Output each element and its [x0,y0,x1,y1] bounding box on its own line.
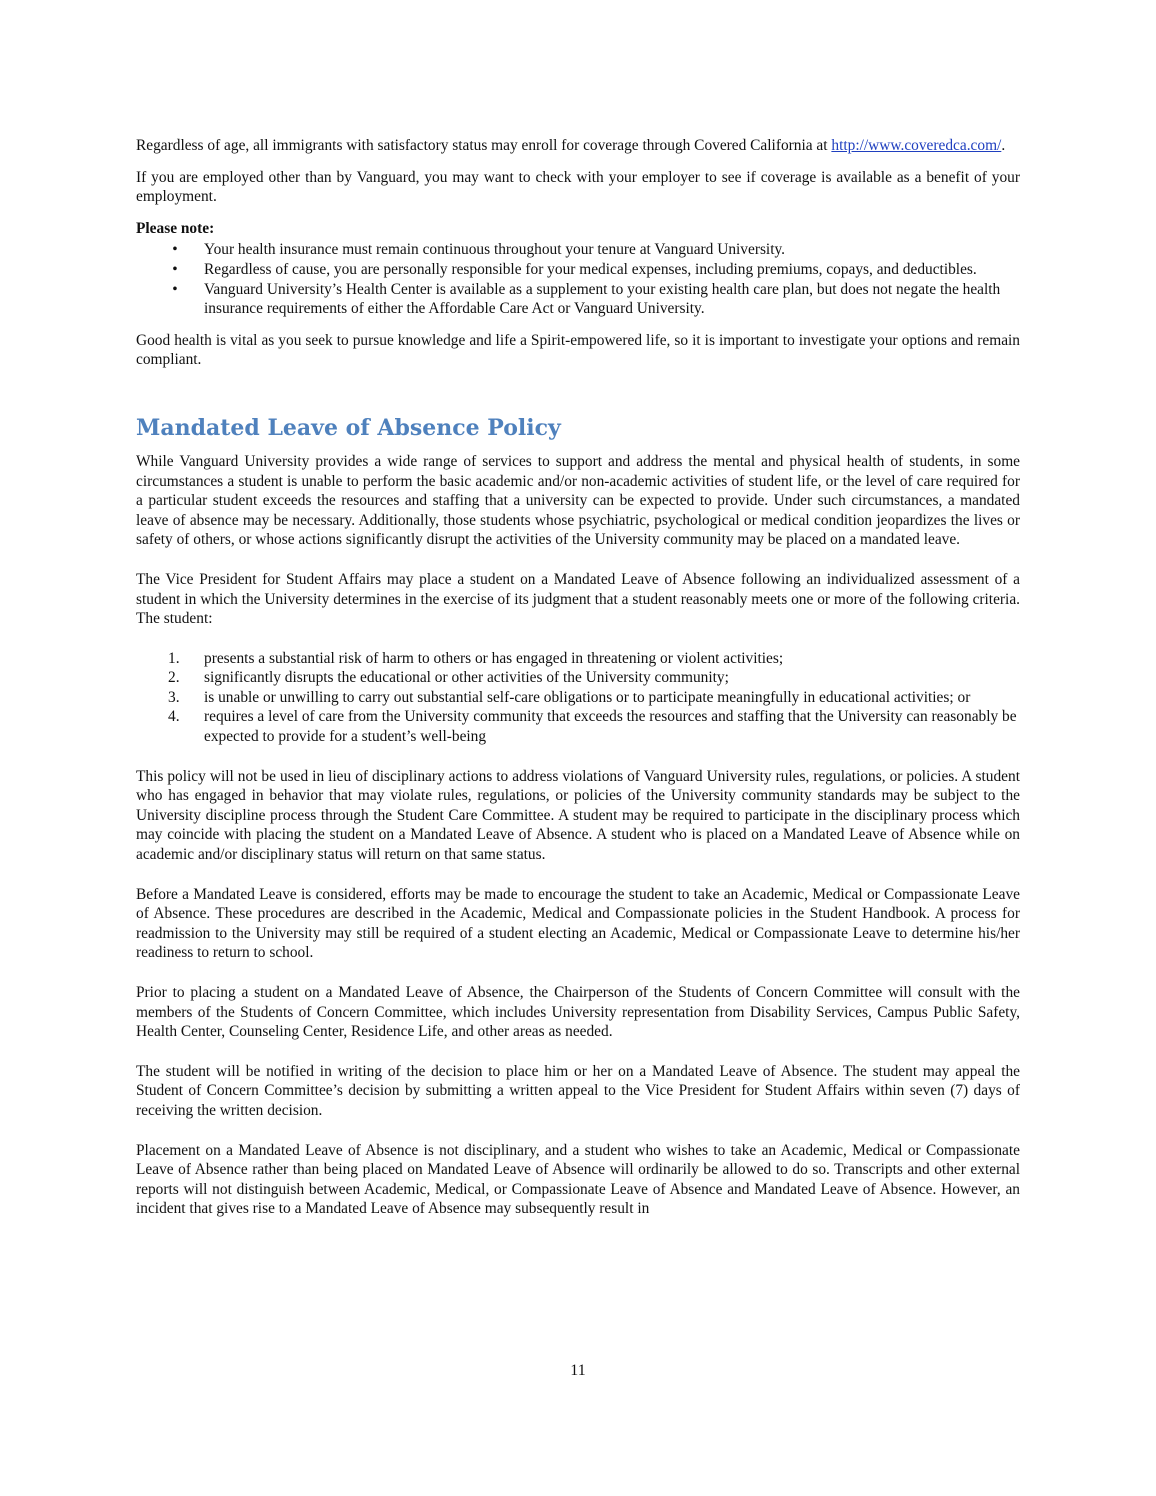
page-number: 11 [570,1362,586,1379]
criteria-text: is unable or unwilling to carry out substantial self-care obligations or to participate meaningfully in educational activities; or [204,688,971,706]
list-item [136,668,1020,688]
criteria-text: requires a level of care from the University community that exceeds the resources and staffing that the University can reasonably be expected to provide for a student’s well-being [204,708,1017,746]
criteria-number: 3. [168,688,180,706]
policy-paragraph-3: This policy will not be used in lieu of disciplinary actions to address violations of Vanguard University rules, regulations, or policies. A student who has engaged in behavior that may violate rules, regulations, or policies of the University community standards may be subject to the University discipline process through the Student Care Committee. A student may be required to participate in the disciplinary process which may coincide with placing the student on a Mandated Leave of Absence. A student who is placed on a Mandated Leave of Absence while on academic and/or disciplinary status will return on that same status. [136,767,1020,864]
policy-paragraph-5: Prior to placing a student on a Mandated Leave of Absence, the Chairperson of the Students of Concern Committee will consult with the members of the Students of Concern Committee, which includes University representation from Disability Services, Campus Public Safety, Health Center, Counseling Center, Residence Life, and other areas as needed. [136,984,1020,1041]
list-item [136,280,1020,319]
policy-paragraph-2: The Vice President for Student Affairs may place a student on a Mandated Leave of Absence following an individualized assessment of a student in which the University determines in the exercise of its judgment that a student reasonably meets one or more of the following criteria. The student: [136,570,1020,628]
criteria-number: 4. [168,708,180,726]
policy-paragraph-7: Placement on a Mandated Leave of Absence is not disciplinary, and a student who wishes to take an Academic, Medical or Compassionate Leave of Absence rather than being placed on Mandated Leave of Absence will ordinarily be allowed to do so. Transcripts and other external reports will not distinguish between Academic, Medical, or Compassionate Leave of Absence and Mandated Leave of Absence. However, an incident that gives rise to a Mandated Leave of Absence may subsequently result in [136,1141,1020,1218]
closing-paragraph: Good health is vital as you seek to pursue knowledge and life a Spirit-empowered life, so it is important to investigate your options and remain compliant. [136,331,1020,369]
note-item-text: Vanguard University’s Health Center is available as a supplement to your existing health care plan, but does not negate the health insurance requirements of either the Affordable Care Act or Vanguard University. [204,280,1001,318]
list-item [136,649,1020,669]
list-item [136,240,1020,260]
bullet-icon: • [172,241,178,259]
section-heading: Mandated Leave of Absence Policy [136,414,561,441]
covered-california-link[interactable]: http://www.coveredca.com/ [831,137,1002,154]
policy-paragraph-6: The student will be notified in writing of the decision to place him or her on a Mandated Leave of Absence. The student may appeal the Student of Concern Committee’s decision by submitting a written appeal to the Vice President for Student Affairs within seven (7) days of receiving the written decision. [136,1062,1020,1119]
bullet-icon: • [172,260,178,278]
criteria-list [136,649,1020,747]
list-item [136,260,1020,280]
policy-paragraph-1: While Vanguard University provides a wide range of services to support and address the mental and physical health of students, in some circumstances a student is unable to perform the basic academic and/or non-academic activities of student life, or the level of care required for a particular student exceeds the resources and staffing that a university can be expected to provide. Under such circumstances, a mandated leave of absence may be necessary. Additionally, those students whose psychiatric, psychological or medical condition jeopardizes the lives or safety of others, or whose actions significantly disrupt the activities of the University community may be placed on a mandated leave. [136,452,1020,549]
criteria-text: presents a substantial risk of harm to others or has engaged in threatening or violent activities; [204,649,784,667]
coverage-text-end: . [1001,137,1006,154]
criteria-text: significantly disrupts the educational or other activities of the University community; [204,669,729,687]
employer-paragraph: If you are employed other than by Vanguard, you may want to check with your employer to see if coverage is available as a benefit of your employment. [136,168,1020,206]
note-item-text: Regardless of cause, you are personally responsible for your medical expenses, including premiums, copays, and deductibles. [204,260,977,278]
coverage-paragraph [136,136,1020,156]
note-title: Please note: [136,219,215,237]
list-item [136,688,1020,708]
criteria-number: 1. [168,649,180,667]
coverage-text: Regardless of age, all immigrants with satisfactory status may enroll for coverage through Covered California at [136,137,832,154]
policy-paragraph-4: Before a Mandated Leave is considered, efforts may be made to encourage the student to take an Academic, Medical or Compassionate Leave of Absence. These procedures are described in the Academic, Medical and Compassionate policies in the Student Handbook. A process for readmission to the University may still be required of a student electing an Academic, Medical or Compassionate Leave to determine his/her readiness to return to school. [136,885,1020,962]
bullet-icon: • [172,280,178,298]
note-item-text: Your health insurance must remain continuous throughout your tenure at Vanguard University. [204,241,786,259]
criteria-number: 2. [168,669,180,687]
note-list [136,240,1020,318]
document-page [136,136,1020,1219]
list-item [136,707,1020,746]
